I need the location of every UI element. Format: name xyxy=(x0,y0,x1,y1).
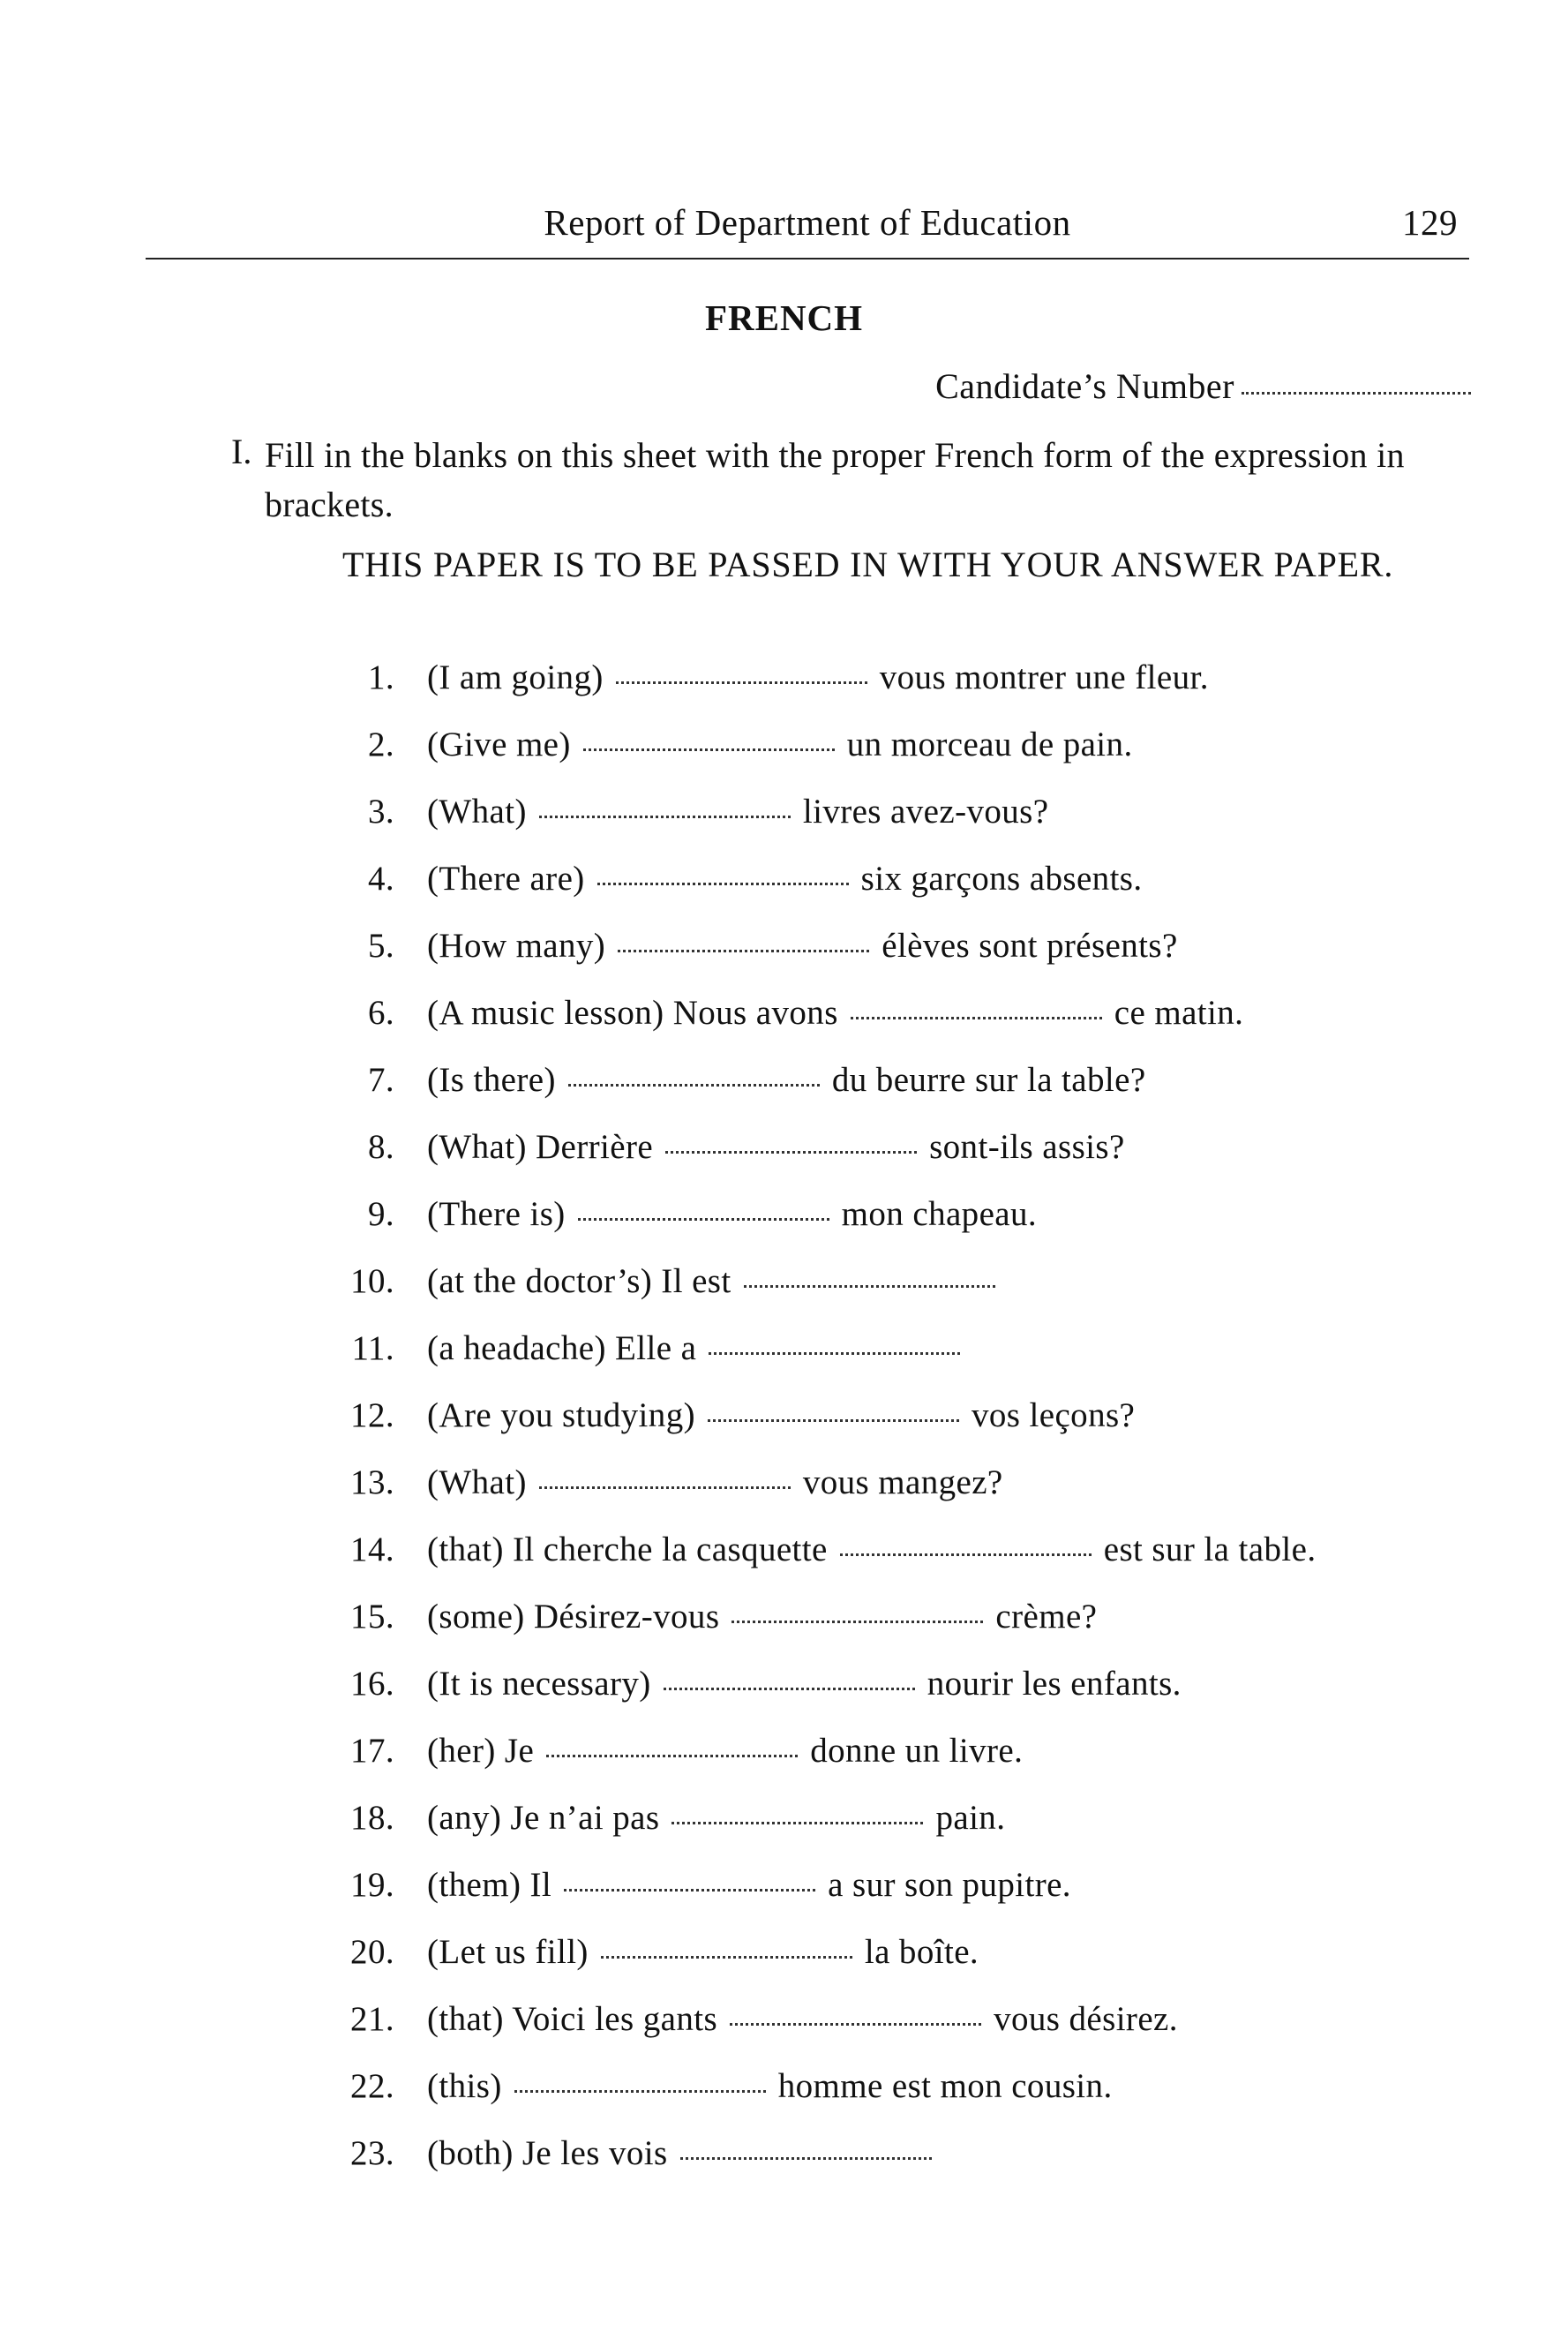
question-item xyxy=(0,658,1568,725)
question-number: 15. xyxy=(350,1598,394,1636)
question-item xyxy=(0,1194,1568,1261)
question-body xyxy=(427,993,1243,1033)
question-body xyxy=(427,1731,1023,1771)
question-continuation: donne un livre. xyxy=(810,1732,1024,1770)
question-number: 6. xyxy=(367,994,394,1032)
question-number: 22. xyxy=(350,2067,394,2105)
answer-blank[interactable] xyxy=(568,1084,820,1087)
section-title: FRENCH xyxy=(704,297,864,338)
question-prompt: (at the doctor’s) Il est xyxy=(427,1262,731,1300)
question-continuation: vous désirez. xyxy=(994,2000,1178,2038)
answer-blank[interactable] xyxy=(708,1419,959,1422)
question-prompt: (What) xyxy=(427,1463,527,1501)
question-number: 2. xyxy=(367,726,394,763)
question-number: 11. xyxy=(351,1329,394,1367)
question-number: 18. xyxy=(350,1799,394,1837)
question-continuation: nourir les enfants. xyxy=(927,1665,1182,1703)
question-item xyxy=(0,1060,1568,1127)
question-number: 3. xyxy=(367,793,394,831)
question-item xyxy=(0,1127,1568,1194)
question-item xyxy=(0,1999,1568,2066)
question-item xyxy=(0,1597,1568,1664)
question-continuation: pain. xyxy=(935,1799,1006,1837)
question-continuation: élèves sont présents? xyxy=(882,927,1178,965)
question-continuation: ce matin. xyxy=(1114,994,1244,1032)
question-item xyxy=(0,1395,1568,1463)
answer-blank[interactable] xyxy=(597,883,849,885)
question-number: 20. xyxy=(350,1933,394,1971)
question-body xyxy=(427,1798,1005,1838)
question-item xyxy=(0,1664,1568,1731)
question-prompt: (some) Désirez-vous xyxy=(427,1598,720,1636)
question-continuation: la boîte. xyxy=(864,1933,979,1971)
question-number: 9. xyxy=(367,1195,394,1233)
question-item xyxy=(0,1798,1568,1865)
question-prompt: (a headache) Elle a xyxy=(427,1329,697,1367)
question-continuation: est sur la table. xyxy=(1103,1531,1317,1568)
question-item xyxy=(0,792,1568,859)
question-continuation: vous montrer une fleur. xyxy=(879,658,1209,696)
question-item xyxy=(0,926,1568,993)
question-body xyxy=(427,1865,1071,1905)
question-prompt: (Is there) xyxy=(427,1061,556,1099)
header-rule xyxy=(146,258,1469,259)
question-number: 12. xyxy=(350,1396,394,1434)
answer-blank[interactable] xyxy=(539,816,791,818)
answer-blank[interactable] xyxy=(671,1822,923,1824)
answer-blank[interactable] xyxy=(680,2157,932,2160)
instruction-number: I. xyxy=(231,432,252,471)
answer-blank[interactable] xyxy=(583,748,835,751)
question-number: 5. xyxy=(367,927,394,965)
question-continuation: vous mangez? xyxy=(802,1463,1003,1501)
question-number: 1. xyxy=(367,658,394,696)
question-prompt: (What) Derrière xyxy=(427,1128,654,1166)
question-body xyxy=(427,1194,1037,1234)
question-number: 21. xyxy=(350,2000,394,2038)
question-item xyxy=(0,1463,1568,1530)
question-body xyxy=(427,725,1133,764)
answer-blank[interactable] xyxy=(514,2090,766,2093)
question-prompt: (Are you studying) xyxy=(427,1396,695,1434)
question-item xyxy=(0,1865,1568,1932)
answer-blank[interactable] xyxy=(664,1688,915,1690)
question-item xyxy=(0,2133,1568,2200)
question-body xyxy=(427,859,1143,899)
page-number: 129 xyxy=(1402,202,1458,243)
question-prompt: (Give me) xyxy=(427,726,571,763)
answer-blank[interactable] xyxy=(601,1956,852,1959)
header-title: Report of Department of Education xyxy=(544,202,1071,243)
answer-blank[interactable] xyxy=(665,1151,917,1154)
question-body xyxy=(427,1932,979,1972)
question-prompt: (There is) xyxy=(427,1195,566,1233)
question-body xyxy=(427,1127,1125,1167)
question-item xyxy=(0,1932,1568,1999)
question-number: 16. xyxy=(350,1665,394,1703)
question-prompt: (I am going) xyxy=(427,658,604,696)
question-prompt: (It is necessary) xyxy=(427,1665,651,1703)
answer-blank[interactable] xyxy=(539,1486,791,1489)
question-prompt: (Let us fill) xyxy=(427,1933,589,1971)
question-prompt: (What) xyxy=(427,793,527,831)
answer-blank[interactable] xyxy=(730,2023,981,2026)
question-prompt: (them) Il xyxy=(427,1866,552,1904)
answer-blank[interactable] xyxy=(851,1017,1102,1019)
candidate-number-line xyxy=(935,365,1471,407)
question-continuation: a sur son pupitre. xyxy=(828,1866,1071,1904)
candidate-number-label: Candidate’s Number xyxy=(935,366,1234,406)
question-body xyxy=(427,926,1178,966)
question-item xyxy=(0,1328,1568,1395)
question-number: 10. xyxy=(350,1262,394,1300)
running-header xyxy=(150,201,1465,254)
question-prompt: (both) Je les vois xyxy=(427,2134,668,2172)
question-list xyxy=(0,658,1568,2200)
question-body xyxy=(427,1463,1003,1502)
question-body xyxy=(427,1060,1146,1100)
answer-blank[interactable] xyxy=(731,1621,983,1623)
question-item xyxy=(0,993,1568,1060)
question-continuation: six garçons absents. xyxy=(860,860,1143,898)
question-item xyxy=(0,2066,1568,2133)
question-number: 13. xyxy=(350,1463,394,1501)
question-prompt: (that) Voici les gants xyxy=(427,2000,718,2038)
question-continuation: mon chapeau. xyxy=(841,1195,1038,1233)
question-number: 7. xyxy=(367,1061,394,1099)
answer-blank[interactable] xyxy=(709,1352,960,1355)
question-body xyxy=(427,1261,1008,1301)
notice-text: THIS PAPER IS TO BE PASSED IN WITH YOUR ANSWER PAPER. xyxy=(342,545,1394,584)
question-item xyxy=(0,725,1568,792)
question-continuation: sont-ils assis? xyxy=(929,1128,1125,1166)
answer-blank[interactable] xyxy=(618,950,869,952)
answer-blank[interactable] xyxy=(546,1755,798,1757)
question-continuation: homme est mon cousin. xyxy=(777,2067,1113,2105)
question-body xyxy=(427,2066,1113,2106)
answer-blank[interactable] xyxy=(578,1218,829,1221)
question-number: 14. xyxy=(350,1531,394,1568)
question-number: 23. xyxy=(350,2134,394,2172)
answer-blank[interactable] xyxy=(564,1889,815,1892)
instruction-text: Fill in the blanks on this sheet with the proper French form of the expression in brackets. xyxy=(265,435,1405,524)
question-body xyxy=(427,1597,1097,1636)
question-prompt: (this) xyxy=(427,2067,502,2105)
question-number: 8. xyxy=(367,1128,394,1166)
answer-blank[interactable] xyxy=(616,681,867,684)
question-continuation: du beurre sur la table? xyxy=(831,1061,1146,1099)
question-number: 17. xyxy=(350,1732,394,1770)
question-prompt: (How many) xyxy=(427,927,606,965)
question-body xyxy=(427,1664,1182,1703)
answer-blank[interactable] xyxy=(840,1553,1092,1556)
question-body xyxy=(427,1328,972,1368)
question-continuation: livres avez-vous? xyxy=(802,793,1049,831)
question-body xyxy=(427,1530,1316,1569)
question-body xyxy=(427,1999,1178,2039)
question-continuation: vos leçons? xyxy=(972,1396,1136,1434)
question-body xyxy=(427,2133,944,2173)
question-item xyxy=(0,1731,1568,1798)
question-body xyxy=(427,1395,1135,1435)
question-continuation: crème? xyxy=(995,1598,1098,1636)
question-item xyxy=(0,1530,1568,1597)
question-prompt: (any) Je n’ai pas xyxy=(427,1799,660,1837)
question-continuation: un morceau de pain. xyxy=(846,726,1133,763)
question-prompt: (A music lesson) Nous avons xyxy=(427,994,838,1032)
question-prompt: (her) Je xyxy=(427,1732,535,1770)
answer-blank[interactable] xyxy=(744,1285,995,1288)
question-number: 4. xyxy=(367,860,394,898)
question-prompt: (There are) xyxy=(427,860,585,898)
question-body xyxy=(427,792,1048,831)
question-body xyxy=(427,658,1209,697)
question-item xyxy=(0,859,1568,926)
question-prompt: (that) Il cherche la casquette xyxy=(427,1531,828,1568)
question-number: 19. xyxy=(350,1866,394,1904)
question-item xyxy=(0,1261,1568,1328)
candidate-number-blank xyxy=(1242,392,1471,395)
